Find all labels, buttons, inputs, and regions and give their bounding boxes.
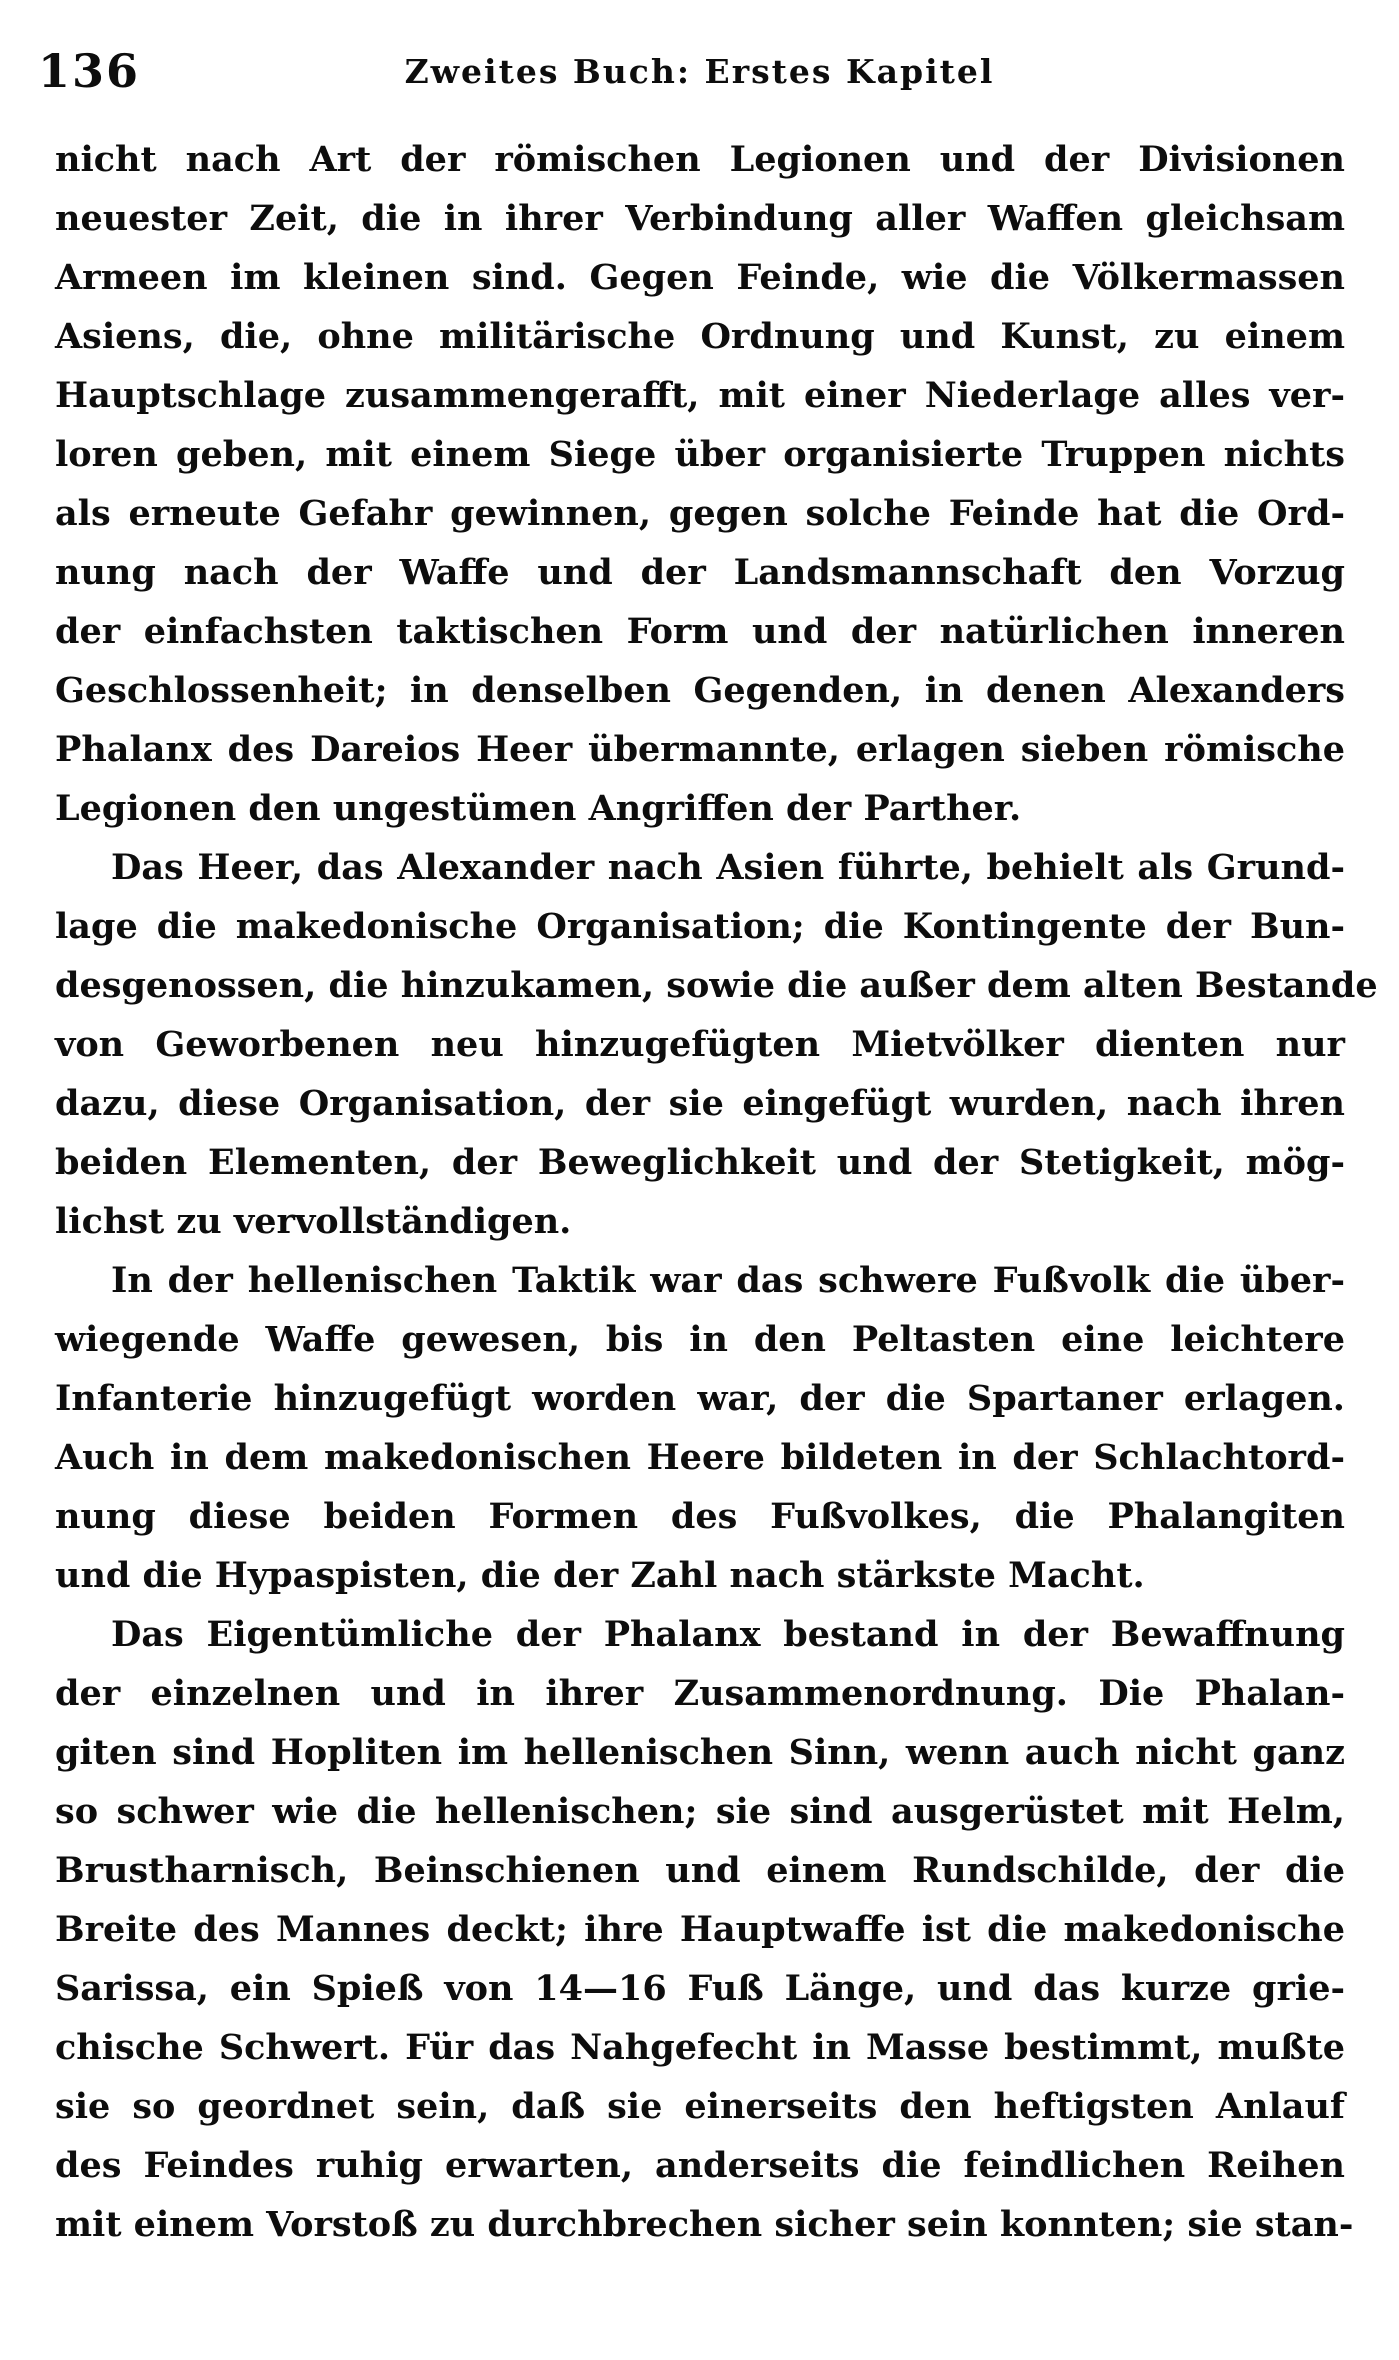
text-line: Phalanx des Dareios Heer übermannte, erlagen sieben römische (55, 729, 1345, 770)
running-header: Zweites Buch: Erstes Kapitel (404, 52, 995, 91)
text-line: lage die makedonische Organisation; die Kontingente der Bun- (55, 906, 1345, 947)
text-line: mit einem Vorstoß zu durchbrechen sicher sein konnten; sie stan- (55, 2204, 1354, 2245)
text-line: loren geben, mit einem Siege über organisierte Truppen nichts (55, 434, 1345, 475)
paragraph (55, 130, 1345, 838)
text-line: Das Eigentümliche der Phalanx bestand in der Bewaffnung (111, 1614, 1345, 1655)
text-block (55, 130, 1378, 2254)
text-line: der einfachsten taktischen Form und der natürlichen inneren (55, 611, 1345, 652)
text-line: Breite des Mannes deckt; ihre Hauptwaffe ist die makedonische (55, 1909, 1345, 1950)
text-line: Asiens, die, ohne militärische Ordnung und Kunst, zu einem (55, 316, 1345, 357)
text-line: Armeen im kleinen sind. Gegen Feinde, wie die Völkermassen (55, 257, 1345, 298)
text-line: giten sind Hopliten im hellenischen Sinn, wenn auch nicht ganz (55, 1732, 1345, 1773)
text-line: nung nach der Waffe und der Landsmannschaft den Vorzug (55, 552, 1345, 593)
text-line: nung diese beiden Formen des Fußvolkes, die Phalangiten (55, 1496, 1345, 1537)
text-line: des Feindes ruhig erwarten, anderseits die feindlichen Reihen (55, 2145, 1345, 2186)
text-line: beiden Elementen, der Beweglichkeit und der Stetigkeit, mög- (55, 1142, 1345, 1183)
text-line: sie so geordnet sein, daß sie einerseits den heftigsten Anlauf (55, 2086, 1345, 2127)
paragraph (55, 1605, 1354, 2254)
text-line: Brustharnisch, Beinschienen und einem Rundschilde, der die (55, 1850, 1345, 1891)
text-line: Das Heer, das Alexander nach Asien führte, behielt als Grund- (111, 847, 1345, 888)
text-line: Auch in dem makedonischen Heere bildeten in der Schlachtord- (55, 1437, 1345, 1478)
text-line: Infanterie hinzugefügt worden war, der die Spartaner erlagen. (55, 1378, 1345, 1419)
text-line: der einzelnen und in ihrer Zusammenordnung. Die Phalan- (55, 1673, 1345, 1714)
text-line: nicht nach Art der römischen Legionen und der Divisionen (55, 139, 1345, 180)
text-line: und die Hypaspisten, die der Zahl nach stärkste Macht. (55, 1555, 1145, 1596)
text-line: desgenossen, die hinzukamen, sowie die außer dem alten Bestande (55, 965, 1378, 1006)
page-number: 136 (38, 44, 141, 98)
text-line: neuester Zeit, die in ihrer Verbindung aller Waffen gleichsam (55, 198, 1345, 239)
text-line: In der hellenischen Taktik war das schwere Fußvolk die über- (111, 1260, 1345, 1301)
text-line: dazu, diese Organisation, der sie eingefügt wurden, nach ihren (55, 1083, 1345, 1124)
text-line: Legionen den ungestümen Angriffen der Parther. (55, 788, 1022, 829)
text-line: wiegende Waffe gewesen, bis in den Peltasten eine leichtere (55, 1319, 1345, 1360)
text-line: als erneute Gefahr gewinnen, gegen solche Feinde hat die Ord- (55, 493, 1345, 534)
text-line: Sarissa, ein Spieß von 14—16 Fuß Länge, und das kurze grie- (55, 1968, 1345, 2009)
text-line: lichst zu vervollständigen. (55, 1201, 572, 1242)
text-line: Hauptschlage zusammengerafft, mit einer Niederlage alles ver- (55, 375, 1345, 416)
paragraph (55, 1251, 1345, 1605)
text-line: Geschlossenheit; in denselben Gegenden, in denen Alexanders (55, 670, 1345, 711)
text-line: chische Schwert. Für das Nahgefecht in Masse bestimmt, mußte (55, 2027, 1345, 2068)
text-line: von Geworbenen neu hinzugefügten Mietvölker dienten nur (55, 1024, 1345, 1065)
text-line: so schwer wie die hellenischen; sie sind ausgerüstet mit Helm, (55, 1791, 1345, 1832)
paragraph (55, 838, 1378, 1251)
